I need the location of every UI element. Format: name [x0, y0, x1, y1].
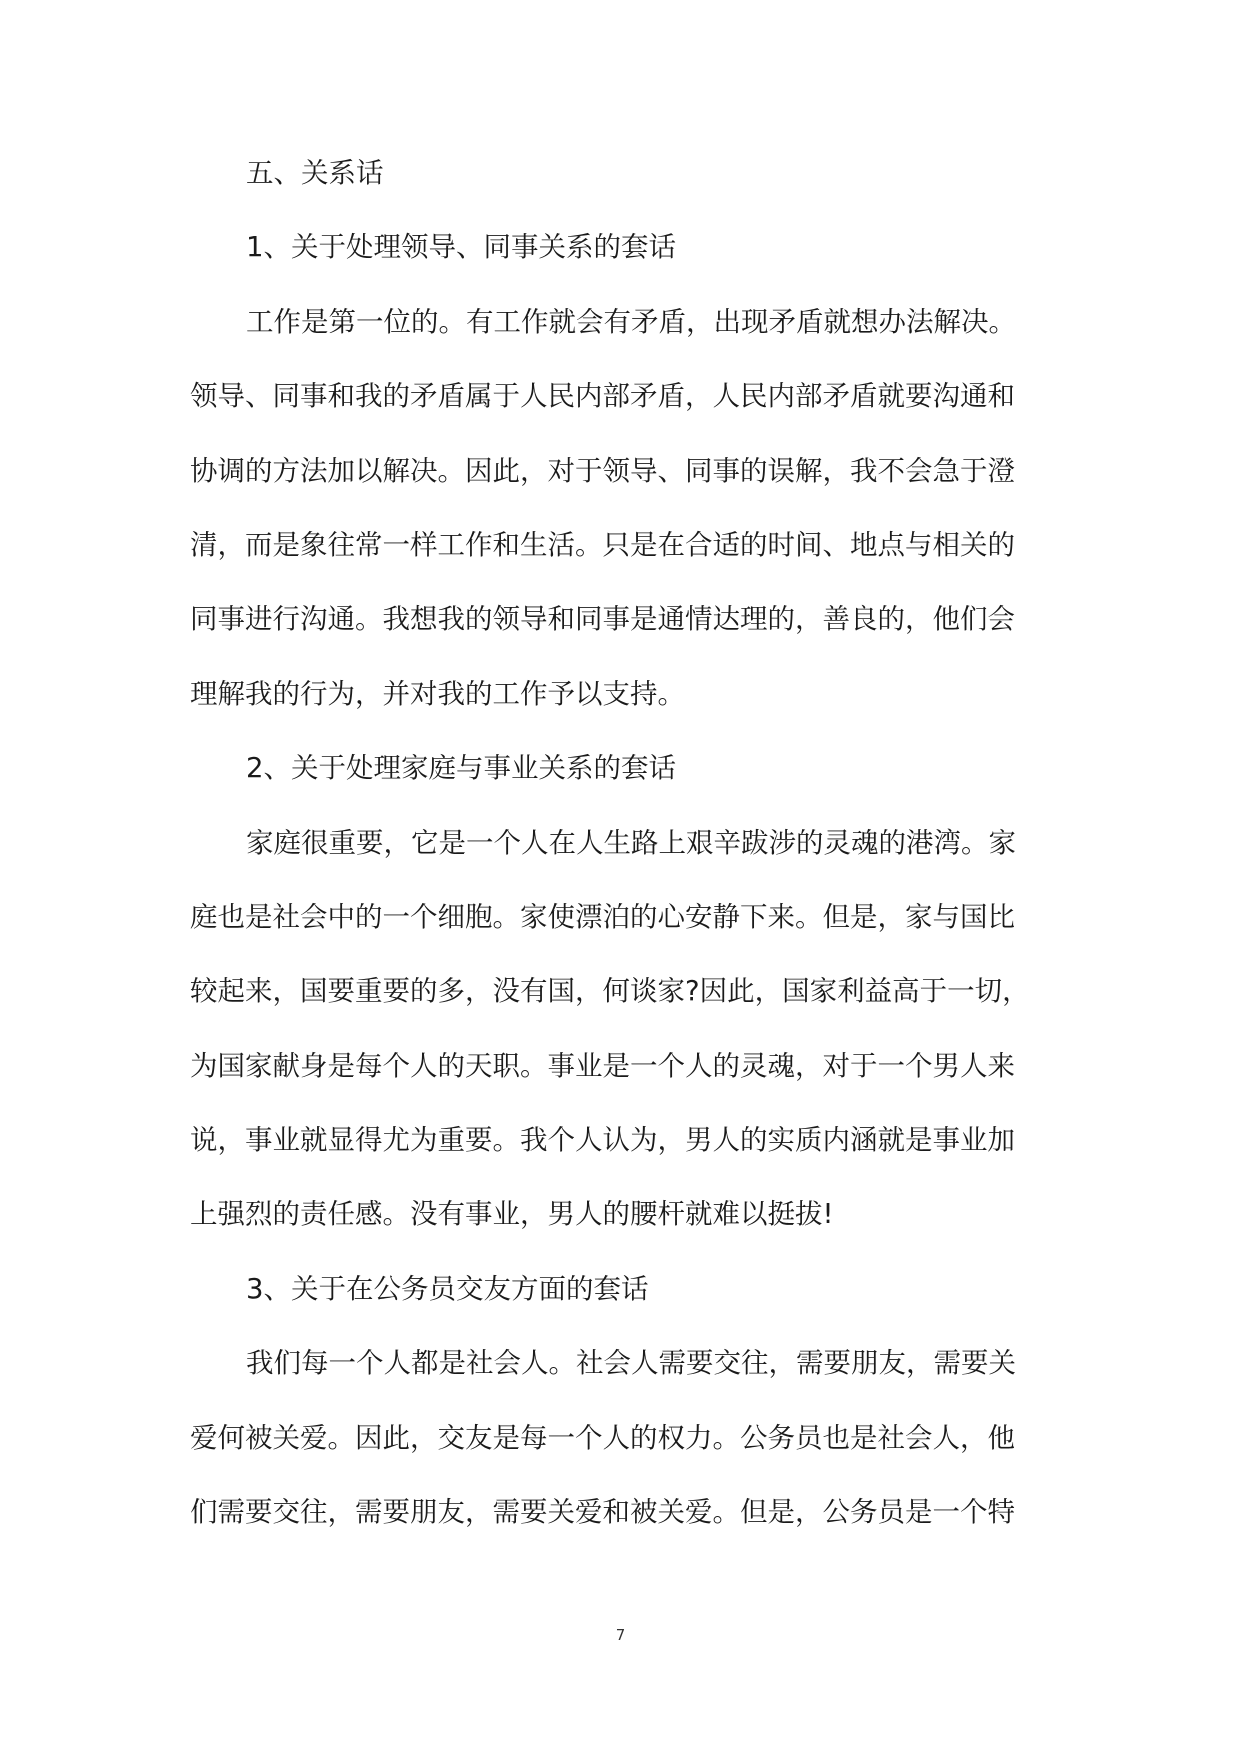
- paragraph-line: 庭也是社会中的一个细胞。家使漂泊的心安静下来。但是，家与国比: [190, 900, 1015, 933]
- paragraph-line: 为国家献身是每个人的天职。事业是一个人的灵魂，对于一个男人来: [190, 1049, 1015, 1082]
- paragraph-line: 较起来，国要重要的多，没有国，何谈家?因此，国家利益高于一切，: [190, 975, 1030, 1008]
- paragraph-line: 同事进行沟通。我想我的领导和同事是通情达理的，善良的，他们会: [190, 603, 1015, 636]
- paragraph-line: 们需要交往，需要朋友，需要关爱和被关爱。但是，公务员是一个特: [190, 1496, 1015, 1529]
- paragraph-line: 理解我的行为，并对我的工作予以支持。: [190, 677, 685, 710]
- page-number: 7: [615, 1626, 626, 1644]
- subsection-heading: 1、关于处理领导、同事关系的套话: [246, 231, 676, 264]
- subsection-heading: 3、关于在公务员交友方面的套话: [246, 1272, 649, 1305]
- paragraph-line: 家庭很重要，它是一个人在人生路上艰辛跋涉的灵魂的港湾。家: [246, 826, 1016, 859]
- paragraph-line: 领导、同事和我的矛盾属于人民内部矛盾，人民内部矛盾就要沟通和: [190, 380, 1015, 413]
- paragraph-line: 我们每一个人都是社会人。社会人需要交往，需要朋友，需要关: [246, 1347, 1016, 1380]
- subsection-heading: 2、关于处理家庭与事业关系的套话: [246, 752, 676, 785]
- paragraph-line: 上强烈的责任感。没有事业，男人的腰杆就难以挺拔!: [190, 1198, 834, 1231]
- paragraph-line: 说，事业就显得尤为重要。我个人认为，男人的实质内涵就是事业加: [190, 1124, 1015, 1157]
- paragraph-line: 清，而是象往常一样工作和生活。只是在合适的时间、地点与相关的: [190, 528, 1015, 561]
- document-body: [190, 144, 1052, 1557]
- paragraph-line: 工作是第一位的。有工作就会有矛盾，出现矛盾就想办法解决。: [246, 305, 1016, 338]
- paragraph-line: 协调的方法加以解决。因此，对于领导、同事的误解，我不会急于澄: [190, 454, 1015, 487]
- section-heading: 五、关系话: [246, 157, 384, 189]
- paragraph-line: 爱何被关爱。因此，交友是每一个人的权力。公务员也是社会人，他: [190, 1421, 1015, 1454]
